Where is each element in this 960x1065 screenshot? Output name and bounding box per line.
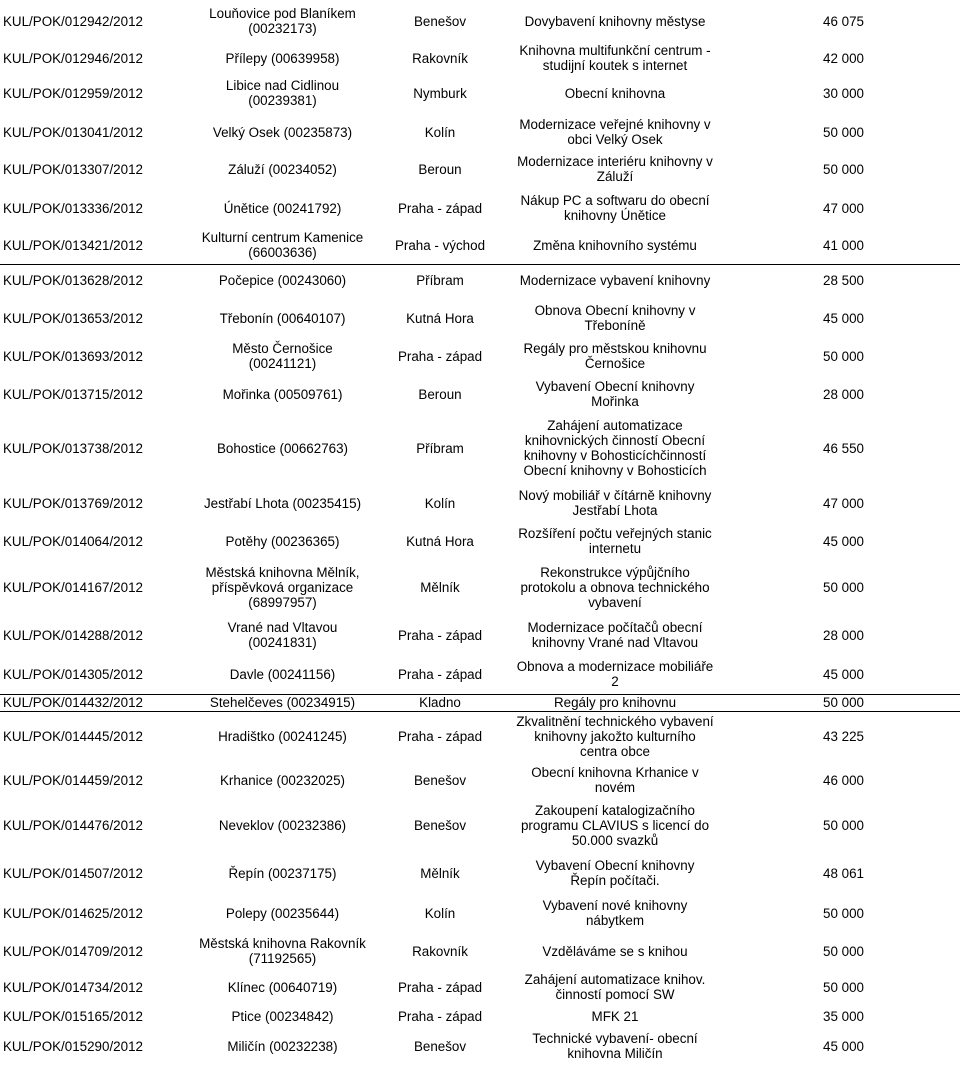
table-row	[0, 762, 960, 798]
amount: 50 000	[823, 943, 864, 959]
table-row	[0, 226, 960, 264]
locality: Miličín (00232238)	[227, 1038, 338, 1054]
project-name: Rekonstrukce výpůjčního protokolu a obnova technického vybavení	[520, 565, 710, 610]
amount: 48 061	[823, 865, 864, 881]
row-divider	[0, 264, 960, 265]
amount: 46 550	[823, 440, 864, 456]
grant-id: KUL/POK/013653/2012	[3, 310, 143, 326]
project-name: Dovybavení knihovny městyse	[524, 13, 706, 29]
table-row	[0, 112, 960, 152]
project-name: Změna knihovního systému	[533, 237, 697, 253]
district: Kolín	[424, 495, 456, 511]
amount: 45 000	[823, 1038, 864, 1054]
grant-id: KUL/POK/014432/2012	[3, 695, 143, 710]
table-row	[0, 1027, 960, 1065]
district: Praha - západ	[397, 200, 483, 216]
grant-id: KUL/POK/013336/2012	[3, 200, 143, 216]
district: Praha - východ	[394, 237, 486, 253]
project-name: Vybavení nové knihovny nábytkem	[542, 898, 688, 928]
grant-id: KUL/POK/014734/2012	[3, 979, 143, 995]
table-row	[0, 374, 960, 414]
project-name: Nákup PC a softwaru do obecní knihovny Únětice	[520, 193, 710, 223]
district: Benešov	[413, 13, 467, 29]
table-row	[0, 412, 960, 484]
district: Kutná Hora	[406, 533, 474, 549]
grant-id: KUL/POK/014288/2012	[3, 627, 143, 643]
table-row	[0, 560, 960, 615]
locality: Vrané nad Vltavou (00241831)	[227, 620, 338, 650]
project-name: Knihovna multifunkční centrum - studijní koutek s internet	[519, 43, 711, 73]
table-row	[0, 0, 960, 42]
district: Praha - západ	[397, 728, 483, 744]
amount: 45 000	[823, 666, 864, 682]
amount: 45 000	[823, 533, 864, 549]
grant-id: KUL/POK/012946/2012	[3, 50, 143, 66]
grant-id: KUL/POK/014167/2012	[3, 580, 143, 595]
amount: 50 000	[823, 695, 864, 710]
table-row	[0, 655, 960, 693]
table-row	[0, 615, 960, 655]
locality: Bohostice (00662763)	[216, 440, 349, 456]
project-name: Obnova Obecní knihovny v Třeboníně	[534, 303, 696, 333]
district: Příbram	[416, 272, 464, 288]
project-name: Rozšíření počtu veřejných stanic internetu	[518, 526, 712, 556]
project-name: Obecní knihovna Krhanice v novém	[531, 765, 699, 795]
project-name: Modernizace veřejné knihovny v obci Velký Osek	[519, 117, 711, 147]
district: Mělník	[420, 865, 460, 881]
table-row	[0, 798, 960, 853]
locality: Kulturní centrum Kamenice (66003636)	[201, 230, 364, 260]
district: Benešov	[413, 772, 467, 788]
table-row	[0, 298, 960, 338]
district: Praha - západ	[397, 979, 483, 995]
table-row	[0, 694, 960, 711]
project-name: Obecní knihovna	[564, 85, 666, 101]
project-name: Vybavení Obecní knihovny Řepín počítači.	[535, 858, 695, 888]
district: Kolín	[424, 905, 456, 921]
table-row	[0, 893, 960, 933]
district: Nymburk	[413, 85, 467, 101]
locality: Mořinka (00509761)	[222, 386, 343, 402]
district: Benešov	[413, 818, 467, 833]
locality: Davle (00241156)	[229, 666, 336, 682]
amount: 30 000	[823, 85, 864, 101]
amount: 35 000	[823, 1008, 864, 1024]
district: Kolín	[424, 124, 456, 140]
table-row	[0, 1005, 960, 1027]
project-name: Regály pro městskou knihovnu Černošice	[523, 341, 707, 371]
table-row	[0, 150, 960, 188]
project-name: Vybavení Obecní knihovny Mořinka	[535, 379, 695, 409]
locality: Krhanice (00232025)	[219, 772, 346, 788]
project-name: Modernizace interiéru knihovny v Záluží	[517, 154, 713, 184]
project-name: Technické vybavení- obecní knihovna Miličín	[532, 1031, 698, 1061]
grant-id: KUL/POK/014459/2012	[3, 772, 143, 788]
grant-id: KUL/POK/014709/2012	[3, 943, 143, 959]
amount: 41 000	[823, 237, 864, 253]
grant-id: KUL/POK/013421/2012	[3, 237, 143, 253]
project-name: MFK 21	[591, 1008, 639, 1024]
project-name: Regály pro knihovnu	[553, 695, 677, 710]
locality: Polepy (00235644)	[225, 905, 340, 921]
amount: 43 225	[823, 728, 864, 744]
project-name: Zkvalitnění technického vybavení knihovny jakožto kulturního centra obce	[516, 713, 714, 759]
grant-id: KUL/POK/012942/2012	[3, 13, 143, 29]
locality: Potěhy (00236365)	[225, 533, 340, 549]
grant-id: KUL/POK/014507/2012	[3, 865, 143, 881]
grant-id: KUL/POK/013307/2012	[3, 161, 143, 177]
grant-id: KUL/POK/013715/2012	[3, 386, 143, 402]
locality: Městská knihovna Mělník, příspěvková organizace (68997957)	[205, 565, 360, 610]
table-row	[0, 484, 960, 522]
amount: 50 000	[823, 348, 864, 364]
grant-id: KUL/POK/013693/2012	[3, 348, 143, 364]
project-name: Zakoupení katalogizačního programu CLAVIUS s licencí do 50.000 svazků	[520, 803, 710, 848]
row-divider	[0, 694, 960, 695]
district: Praha - západ	[397, 348, 483, 364]
project-name: Obnova a modernizace mobiliáře 2	[516, 659, 714, 689]
locality: Klínec (00640719)	[227, 979, 338, 995]
project-name: Vzděláváme se s knihou	[542, 943, 688, 959]
locality: Počepice (00243060)	[218, 272, 347, 288]
amount: 50 000	[823, 580, 864, 595]
table-row	[0, 264, 960, 296]
grant-id: KUL/POK/014305/2012	[3, 666, 143, 682]
locality: Městská knihovna Rakovník (71192565)	[199, 936, 366, 966]
amount: 46 000	[823, 772, 864, 788]
amount: 50 000	[823, 124, 864, 140]
table-row	[0, 522, 960, 560]
district: Kutná Hora	[406, 310, 474, 326]
table-row	[0, 853, 960, 893]
amount: 50 000	[823, 161, 864, 177]
amount: 47 000	[823, 495, 864, 511]
table-row	[0, 969, 960, 1005]
amount: 28 000	[823, 627, 864, 643]
locality: Libice nad Cidlinou (00239381)	[225, 78, 340, 108]
locality: Řepín (00237175)	[228, 865, 337, 881]
locality: Stehelčeves (00234915)	[209, 695, 356, 710]
district: Praha - západ	[397, 666, 483, 682]
locality: Záluží (00234052)	[228, 161, 337, 177]
district: Praha - západ	[397, 627, 483, 643]
amount: 50 000	[823, 818, 864, 833]
project-name: Modernizace vybavení knihovny	[519, 272, 711, 288]
locality: Třebonín (00640107)	[219, 310, 346, 326]
amount: 50 000	[823, 905, 864, 921]
amount: 50 000	[823, 979, 864, 995]
table-row	[0, 711, 960, 761]
table-row	[0, 188, 960, 228]
grant-id: KUL/POK/015165/2012	[3, 1008, 143, 1024]
amount: 47 000	[823, 200, 864, 216]
amount: 28 500	[823, 272, 864, 288]
amount: 46 075	[823, 13, 864, 29]
grant-id: KUL/POK/013628/2012	[3, 272, 143, 288]
grant-id: KUL/POK/014625/2012	[3, 905, 143, 921]
grant-id: KUL/POK/014445/2012	[3, 728, 143, 744]
locality: Velký Osek (00235873)	[212, 124, 353, 140]
grant-id: KUL/POK/014064/2012	[3, 533, 143, 549]
grant-id: KUL/POK/013041/2012	[3, 124, 143, 140]
grant-id: KUL/POK/015290/2012	[3, 1038, 143, 1054]
grant-id: KUL/POK/014476/2012	[3, 818, 143, 833]
district: Mělník	[420, 580, 460, 595]
locality: Město Černošice (00241121)	[232, 341, 333, 371]
project-name: Nový mobiliář v čítárně knihovny Jestřabí Lhota	[518, 488, 712, 518]
district: Kladno	[419, 695, 461, 710]
amount: 45 000	[823, 310, 864, 326]
grant-id: KUL/POK/013738/2012	[3, 440, 143, 456]
table-row	[0, 933, 960, 969]
amount: 42 000	[823, 50, 864, 66]
locality: Hradištko (00241245)	[218, 728, 347, 744]
amount: 28 000	[823, 386, 864, 402]
grant-id: KUL/POK/012959/2012	[3, 85, 143, 101]
project-name: Modernizace počítačů obecní knihovny Vrané nad Vltavou	[527, 620, 703, 650]
project-name: Zahájení automatizace knihov. činností pomocí SW	[524, 972, 706, 1002]
district: Praha - západ	[397, 1008, 483, 1024]
table-row	[0, 336, 960, 376]
district: Rakovník	[412, 943, 468, 959]
project-name: Zahájení automatizace knihovnických činností Obecní knihovny v Bohosticíchčinností Obecní knihovny v Bohosticích	[523, 418, 707, 478]
district: Rakovník	[412, 50, 468, 66]
district: Příbram	[416, 440, 464, 456]
district: Benešov	[413, 1038, 467, 1054]
locality: Jestřabí Lhota (00235415)	[203, 495, 362, 511]
district: Beroun	[418, 386, 462, 402]
locality: Ptice (00234842)	[231, 1008, 334, 1024]
table-row	[0, 42, 960, 74]
locality: Louňovice pod Blaníkem (00232173)	[209, 6, 356, 36]
grant-id: KUL/POK/013769/2012	[3, 495, 143, 511]
locality: Únětice (00241792)	[223, 200, 342, 216]
table-row	[0, 74, 960, 112]
locality: Přílepy (00639958)	[225, 50, 340, 66]
locality: Neveklov (00232386)	[218, 818, 347, 833]
district: Beroun	[418, 161, 462, 177]
